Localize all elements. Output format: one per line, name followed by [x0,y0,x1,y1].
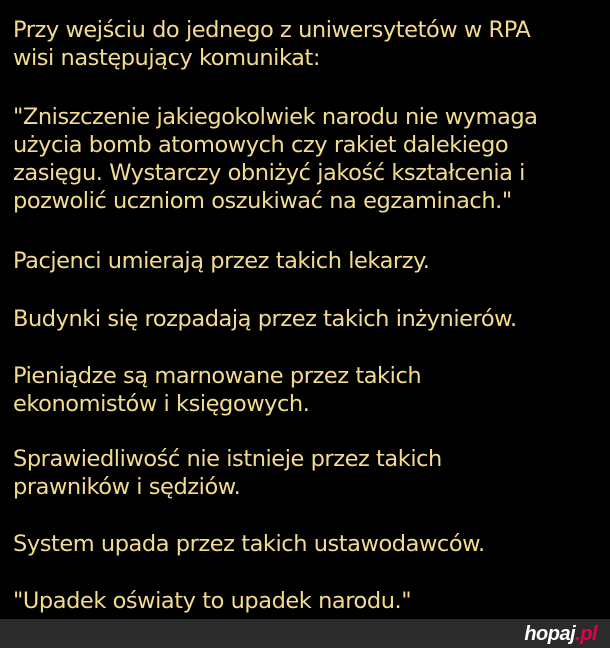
closing-quote-line: "Upadek oświaty to upadek narodu." [13,588,412,614]
logo-tld: .pl [575,623,597,645]
quote-line-1: "Zniszczenie jakiegokolwiek narodu nie wymaga [13,104,538,130]
intro-line-2: wisi następujący komunikat: [13,45,320,71]
intro-line-1: Przy wejściu do jednego z uniwersytetów w RPA [13,17,531,43]
logo-name: hopaj [524,623,576,645]
site-logo[interactable] [524,622,597,646]
quote-line-4: pozwolić uczniom oszukiwać na egzaminach." [13,188,512,214]
footer-bar [0,619,610,648]
quote-line-2: użycia bomb atomowych czy rakiet dalekiego [13,132,509,158]
quote-line-3: zasięgu. Wystarczy obniżyć jakość kształcenia i [13,160,525,186]
lawyers-line-2: prawników i sędziów. [13,474,241,500]
legislators-line: System upada przez takich ustawodawców. [13,531,485,557]
doctors-line: Pacjenci umierają przez takich lekarzy. [13,248,430,274]
economists-line-1: Pieniądze są marnowane przez takich [13,363,422,389]
economists-line-2: ekonomistów i księgowych. [13,391,310,417]
engineers-line: Budynki się rozpadają przez takich inżynierów. [13,306,517,332]
lawyers-line-1: Sprawiedliwość nie istnieje przez takich [13,446,442,472]
